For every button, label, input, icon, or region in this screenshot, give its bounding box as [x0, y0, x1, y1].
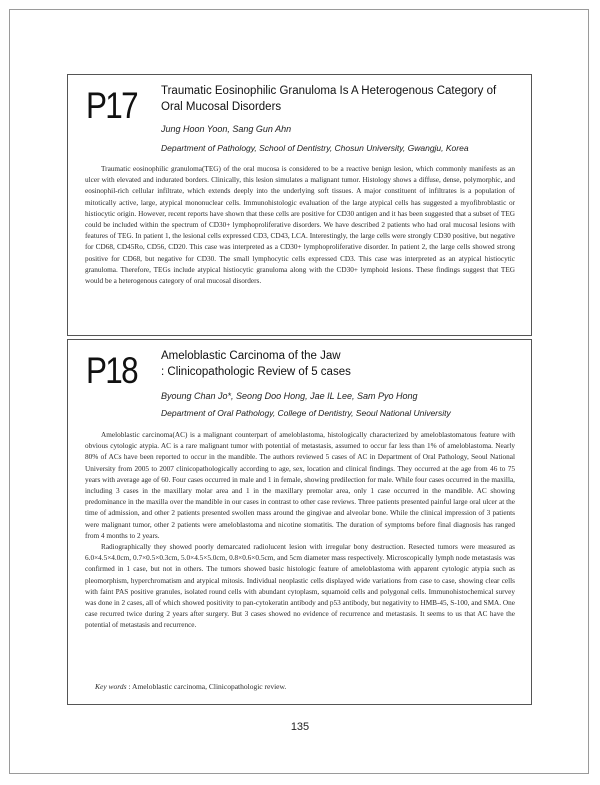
abstract-paragraph: Traumatic eosinophilic granuloma(TEG) of the oral mucosa is considered to be a reactive benign lesion, which commonly manifests as an ulcer with elevated and indurated borders. Clinically, this lesion simulates a malignant tumor. Histology shows a diffuse, dense, polymorphic, and eosinophil-rich cellular infiltrate, which extends deeply into the underlying soft tissues. A major constituent of infiltrates is a population of mitotically active, large, atypical mononuclear cells. Immunohistologic evaluation of the large atypical cells has suggested a myofibroblastic or histiocytic origin. However, recent reports have shown that these cells are positive for CD30 antigen and it has been suggested that a subset of TEG could be included within the spectrum of CD30+ lymphoproliferative disorders. We have described 2 patients who had oral mucosal lesions with features of TEG. In patient 1, the lesional cells expressed CD3, CD43, LCA. Interestingly, the large cells were strongly CD30 positive, but negative for CD68, CD45Ro, CD56, CD20. This case was interpreted as a CD30+ lymphoproliferative disorder. In patient 2, the large cells showed strong positive for CD68, but negative for CD30. The small lymphocytic cells expressed CD3. This case was interpreted as an atypical histiocytic granuloma. Therefore, TEGs include atypical histiocytic granuloma along with the CD30+ lymphoid lesions. These findings suggest that TEG would be a heterogenous category of oral mucosal disorders.: [85, 165, 515, 286]
page-number: 135: [290, 721, 310, 733]
abstract-title: [161, 348, 521, 380]
abstract-affiliation: Department of Oral Pathology, College of Dentistry, Seoul National University: [161, 408, 451, 418]
keywords-label: Key words: [95, 682, 127, 691]
abstract-title: Traumatic Eosinophilic Granuloma Is A Heterogenous Category of Oral Mucosal Disorders: [161, 85, 497, 113]
abstract-affiliation: Department of Pathology, School of Dentistry, Chosun University, Gwangju, Korea: [161, 143, 469, 153]
abstract-code: P18: [86, 350, 137, 391]
keywords-line: Key words : Ameloblastic carcinoma, Clinicopathologic review.: [95, 682, 287, 691]
abstract-p17: [67, 74, 532, 336]
abstract-title-line-1: Ameloblastic Carcinoma of the Jaw: [161, 350, 341, 362]
abstract-authors: Jung Hoon Yoon, Sang Gun Ahn: [161, 124, 292, 134]
keywords-text: Ameloblastic carcinoma, Clinicopathologic review.: [132, 682, 287, 691]
abstract-body: [85, 430, 515, 632]
abstract-body: [85, 164, 515, 287]
abstract-title-line-2: : Clinicopathologic Review of 5 cases: [161, 366, 351, 378]
abstract-authors: Byoung Chan Jo*, Seong Doo Hong, Jae IL Lee, Sam Pyo Hong: [161, 391, 418, 401]
abstract-paragraph: Radiographically they showed poorly demarcated radiolucent lesion with irregular bony destruction. Resected tumors were measured as 6.0×4.5×4.0cm, 0.7×0.5×0.3cm, 5.0×4.5×5.0cm, 0.8×0.6×0.5cm, and 5cm diameter mass respectively. Microscopically lymph node metastasis was confirmed in 1 case, but not in others. The tumors showed basic histologic feature of ameloblastoma with apparent cytologic atypia such as pleomorphism, hyperchromatism and atypical mitosis. Individual neoplastic cells displayed wide variations from case to case, showing clear cells with faint PAS positive granules, isolated round cells with abundant cytoplasm, squamoid cells and polygonal cells. Immunohistochemical survey was done in 2 cases, all of which showed positivity to pan-cytokeratin antibody and p53 antibody, but negativity to HMB-45, S-100, and SMA. One case recurred twice during 2 years after surgery. But 3 cases showed no evidence of recurrence and metastasis. It seems to us that AC have the potential of metastasis and recurrence.: [85, 543, 515, 630]
abstract-p18: [67, 339, 532, 705]
abstract-paragraph: Ameloblastic carcinoma(AC) is a malignant counterpart of ameloblastoma, histologically characterized by ameloblastomatous feature with obvious cytologic atypia. AC is a rare malignant tumor with potential of metastasis, assumed to occur far less than 1% of ameloblastoma. Nearly 80% of ACs have been reported to occur in the mandible. The authors reviewed 5 cases of AC in Department of Oral Pathology, Seoul National University from 2005 to 2007 clinicopathologically according to age, sex, location and clinical findings. They occurred at the age from 46 to 75 years with average age of 60. Four cases occurred in male and 1 in female, showing predilection for male. While four cases occurred in the maxilla, including 3 cases in the maxillary molar area and 1 in the maxillary premolar area, only 1 case occurred in the mandible. AC showing predominance in the maxilla over the mandible in our cases in contrast to other case reviews. Three patients presented painful large oral ulcer at the time of admission, and other 2 patients presented swollen mass around the gingivae and alveolar bone. While the clinical impression of 3 patients were malignant tumor, other 2 patients were ameloblastoma and nicotine stomatitis. The duration of symptoms before final diagnosis has ranged from 4 months to 2 years.: [85, 431, 515, 540]
abstract-code: P17: [86, 85, 137, 126]
